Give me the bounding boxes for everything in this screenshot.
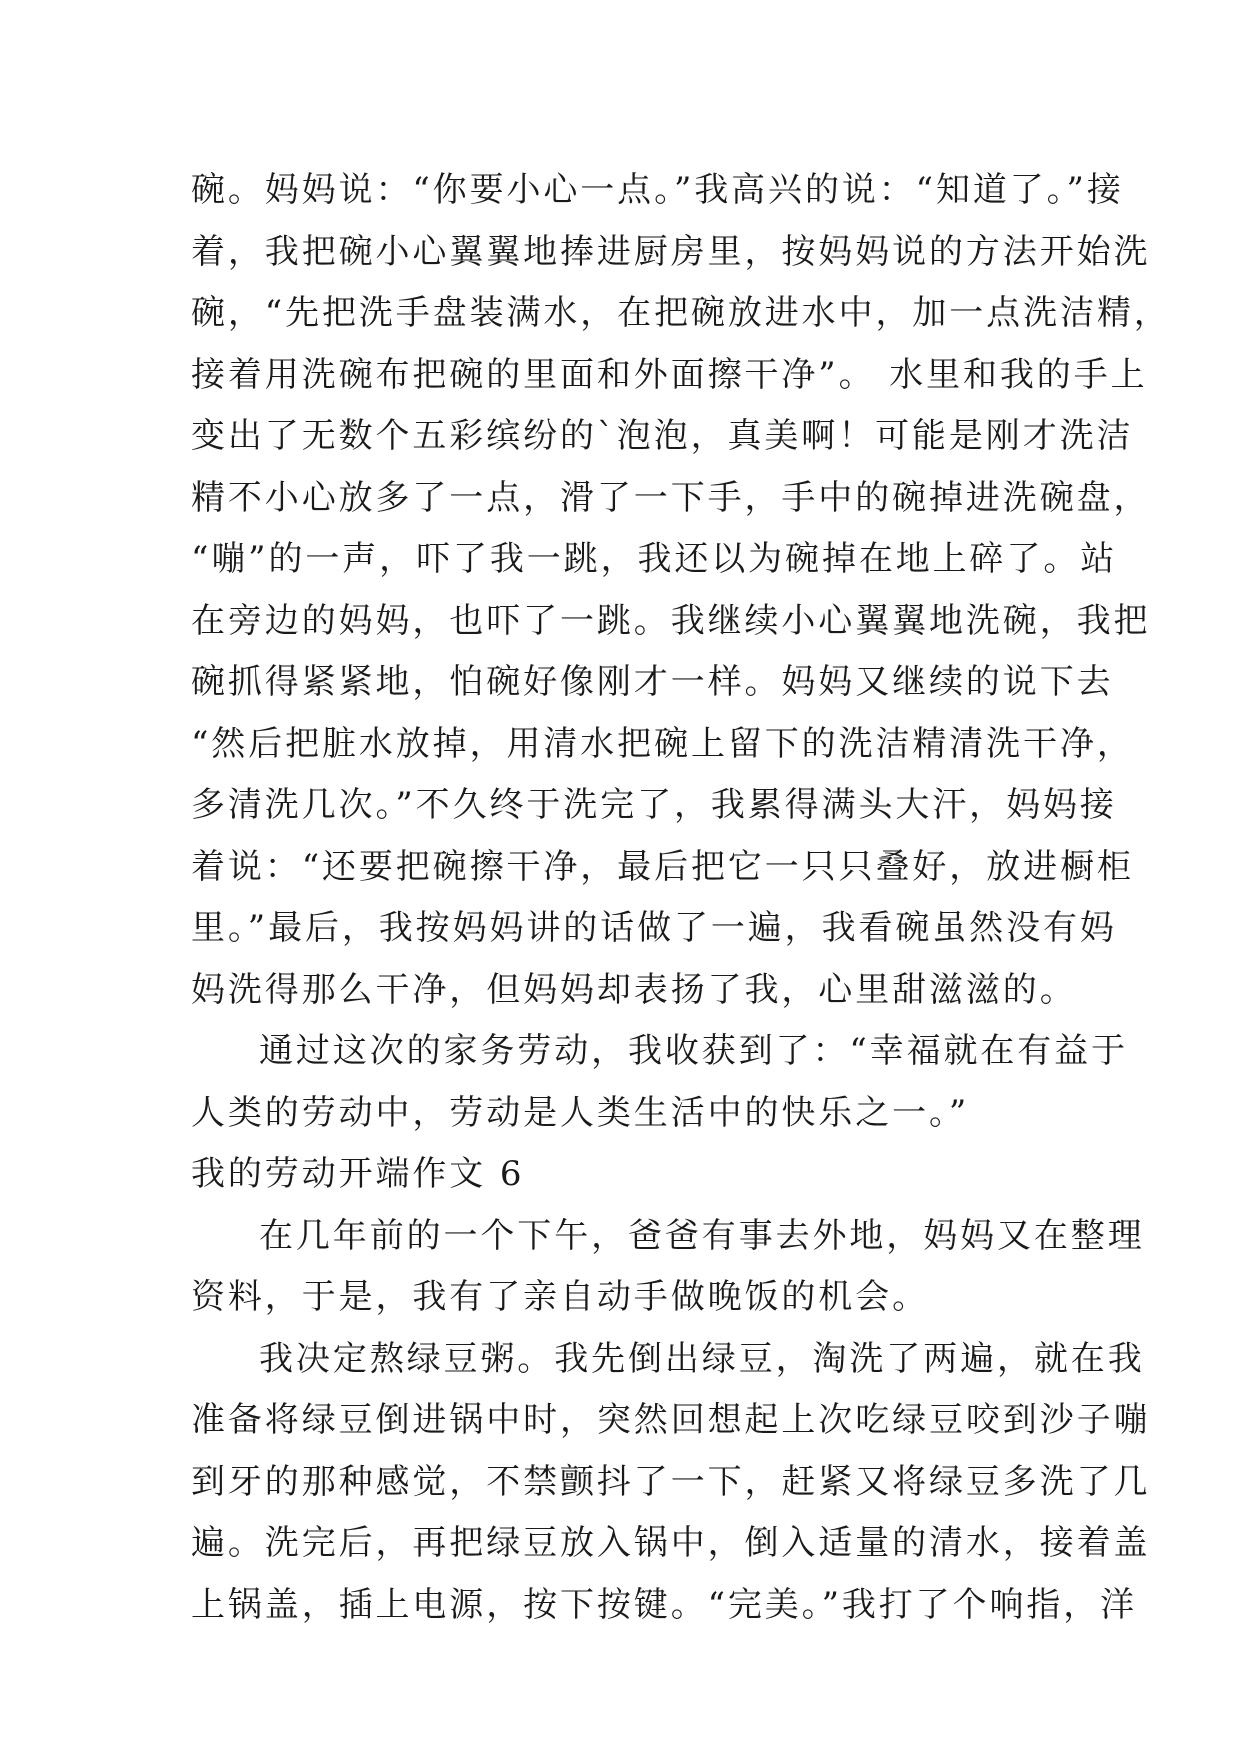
text-line: 在旁边的妈妈，也吓了一跳。我继续小心翼翼地洗碗，我把 <box>191 600 1151 641</box>
text-line: 着，我把碗小心翼翼地捧进厨房里，按妈妈说的方法开始洗 <box>191 231 1151 272</box>
text-line: 碗抓得紧紧地，怕碗好像刚才一样。妈妈又继续的说下去 <box>191 662 1114 702</box>
document-body <box>191 160 1171 1636</box>
paragraph-first-line: 在几年前的一个下午，爸爸有事去外地，妈妈又在整理 <box>259 1215 1145 1256</box>
text-line: 资料，于是，我有了亲自动手做晚饭的机会。 <box>191 1277 929 1317</box>
text-line: 精不小心放多了一点，滑了一下手，手中的碗掉进洗碗盘， <box>191 477 1151 518</box>
text-line: “然后把脏水放掉，用清水把碗上留下的洗洁精清洗干净， <box>191 723 1134 764</box>
text-line: 遍。洗完后，再把绿豆放入锅中，倒入适量的清水，接着盖 <box>191 1523 1151 1563</box>
text-line: 着说：“还要把碗擦干净，最后把它一只只叠好，放进橱柜 <box>191 846 1134 887</box>
text-line: 妈洗得那么干净，但妈妈却表扬了我，心里甜滋滋的。 <box>191 969 1077 1010</box>
text-line: “嘣”的一声，吓了我一跳，我还以为碗掉在地上碎了。站 <box>191 539 1118 579</box>
text-line: 碗，“先把洗手盘装满水，在把碗放进水中，加一点洗洁精， <box>191 293 1171 333</box>
text-line: 里。”最后，我按妈妈讲的话做了一遍，我看碗虽然没有妈 <box>191 908 1117 948</box>
text-line: 变出了无数个五彩缤纷的`泡泡，真美啊！可能是刚才洗洁 <box>191 416 1134 456</box>
text-line: 上锅盖，插上电源，按下按键。“完美。”我打了个响指，洋 <box>191 1584 1138 1625</box>
paragraph-first-line: 通过这次的家务劳动，我收获到了：“幸福就在有益于 <box>259 1031 1128 1071</box>
text-line: 接着用洗碗布把碗的里面和外面擦干净”。 水里和我的手上 <box>191 354 1148 395</box>
text-line: 到牙的那种感觉，不禁颤抖了一下，赶紧又将绿豆多洗了几 <box>191 1461 1151 1502</box>
text-line: 碗。妈妈说：“你要小心一点。”我高兴的说：“知道了。”接 <box>191 170 1124 210</box>
text-line: 准备将绿豆倒进锅中时，突然回想起上次吃绿豆咬到沙子嘣 <box>191 1400 1151 1440</box>
text-line: 多清洗几次。”不久终于洗完了，我累得满头大汗，妈妈接 <box>191 785 1117 825</box>
text-line: 人类的劳动中，劳动是人类生活中的快乐之一。” <box>191 1092 970 1133</box>
paragraph-first-line: 我决定熬绿豆粥。我先倒出绿豆，淘洗了两遍，就在我 <box>259 1338 1145 1379</box>
section-heading: 我的劳动开端作文 6 <box>191 1154 525 1194</box>
